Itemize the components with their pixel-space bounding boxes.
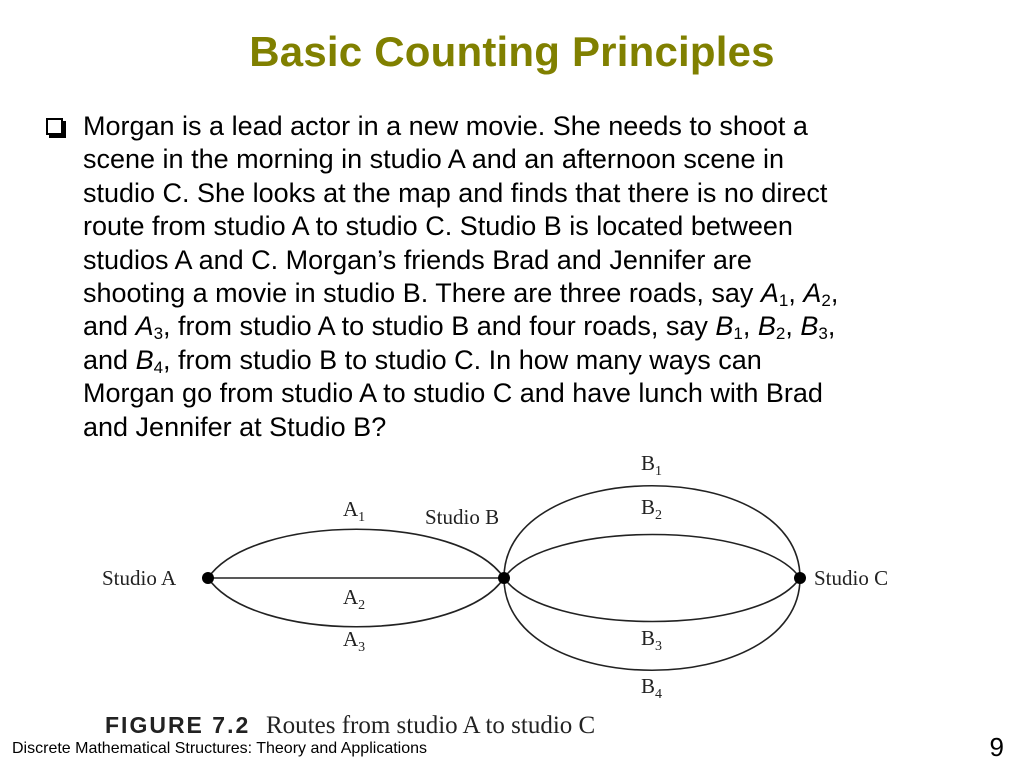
bullet-line: and <box>83 344 136 375</box>
trailing-comma: , <box>830 278 839 309</box>
bullet-line: shooting a movie in studio B. There are three roads, say <box>83 278 761 309</box>
subscript: 2 <box>821 291 831 311</box>
figure-number: FIGURE 7.2 <box>105 712 251 738</box>
footer-book-title: Discrete Mathematical Structures: Theory and Applications <box>12 740 428 757</box>
route-label-b4: $B_4$ <box>641 674 663 702</box>
var-b: B <box>800 311 819 342</box>
route-b1-curve <box>504 486 800 578</box>
studio-b-label: Studio B <box>425 505 500 529</box>
page-number: 9 <box>989 732 1004 762</box>
var-a: A <box>135 311 154 342</box>
bullet-line: Morgan is a lead actor in a new movie. She needs to shoot a <box>83 111 808 141</box>
studio-a-label: Studio A <box>102 566 177 590</box>
route-label-b1: $B_1$ <box>641 451 663 479</box>
bullet-line: and <box>83 311 136 342</box>
route-label-a2: $A_2$ <box>343 585 366 613</box>
bullet-line: Morgan go from studio A to studio C and have lunch with Brad <box>83 378 823 409</box>
subscript: 2 <box>775 324 786 344</box>
studio-b-node <box>498 572 510 584</box>
hollow-square-bullet-icon <box>46 118 63 135</box>
studio-a-node <box>202 572 214 584</box>
route-a1-curve <box>208 529 504 578</box>
var-b: B <box>715 311 734 342</box>
bullet-line: , from studio A to studio B and four roads, say <box>163 311 716 342</box>
subscript: 1 <box>778 291 789 311</box>
subscript: 1 <box>733 324 743 344</box>
bullet-line: scene in the morning in studio A and an afternoon scene in <box>83 144 784 175</box>
slide-title: Basic Counting Principles <box>249 28 775 75</box>
var-a: A <box>760 278 779 309</box>
bullet-line: studio C. She looks at the map and finds that there is no direct <box>83 177 828 208</box>
route-a3-curve <box>208 578 504 627</box>
route-b4-curve <box>504 578 800 670</box>
separator: , <box>788 278 804 309</box>
bullet-line: studios A and C. Morgan’s friends Brad and Jennifer are <box>83 244 752 275</box>
var-a: A <box>803 278 822 309</box>
route-label-a3: $A_3$ <box>343 627 366 655</box>
bullet-line: , from studio B to studio C. In how many ways can <box>163 344 762 375</box>
var-b: B <box>757 311 776 342</box>
separator: , <box>785 311 801 342</box>
var-b: B <box>135 344 154 375</box>
separator: , <box>742 311 758 342</box>
route-b2-curve <box>504 535 800 579</box>
studio-c-node <box>794 572 806 584</box>
trailing-comma: , <box>827 311 836 342</box>
studio-c-label: Studio C <box>814 566 889 590</box>
route-label-a1: $A_1$ <box>343 497 366 525</box>
bullet-block <box>46 110 976 444</box>
route-label-b2: $B_2$ <box>641 495 663 523</box>
route-label-b3: $B_3$ <box>641 626 663 654</box>
figure-caption: Routes from studio A to studio C <box>266 712 596 739</box>
subscript: 3 <box>153 324 164 344</box>
subscript: 4 <box>153 357 164 377</box>
bullet-line: route from studio A to studio C. Studio B is located between <box>83 211 793 242</box>
route-b3-curve <box>504 578 800 622</box>
bullet-text <box>83 110 963 444</box>
subscript: 3 <box>818 324 828 344</box>
bullet-line: and Jennifer at Studio B? <box>83 411 387 442</box>
